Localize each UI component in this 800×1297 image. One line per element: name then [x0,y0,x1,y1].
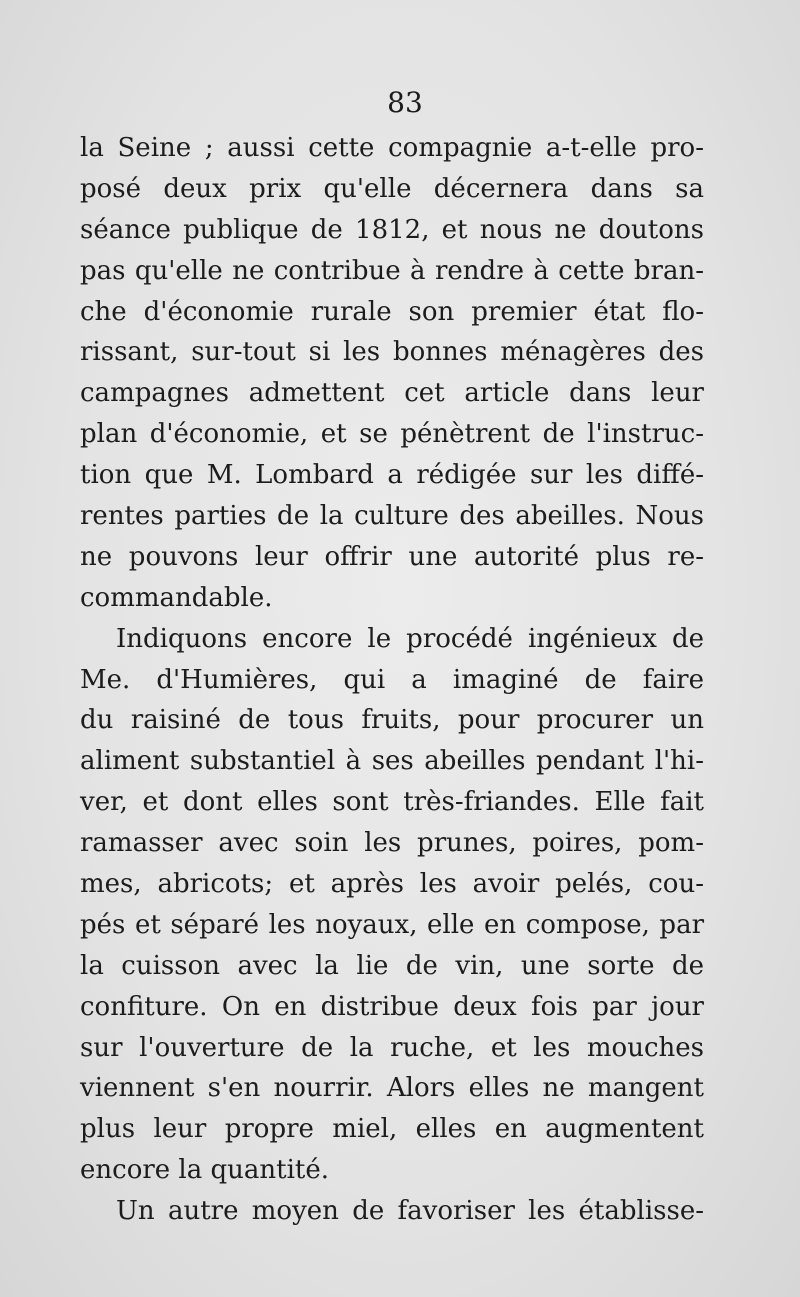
text-line: pas qu'elle ne contribue à rendre à cette bran- [80,255,704,286]
text-line: plus leur propre miel, elles en augmentent [80,1114,704,1145]
text-line: mes, abricots; et après les avoir pelés, cou- [80,869,704,900]
text-line: sur l'ouverture de la ruche, et les mouches [80,1032,704,1063]
text-line: tion que M. Lombard a rédigée sur les diffé- [80,460,704,491]
text-line: Un autre moyen de favoriser les établisse- [116,1196,704,1227]
text-line: ver, et dont elles sont très-friandes. Elle fait [80,787,704,818]
text-line: posé deux prix qu'elle décernera dans sa [80,173,704,204]
text-line: confiture. On en distribue deux fois par jour [80,991,704,1022]
page-number: 83 [387,86,423,119]
text-line: ne pouvons leur offrir une autorité plus re- [80,541,704,572]
text-line: séance publique de 1812, et nous ne doutons [80,214,704,245]
text-line: Me. d'Humières, qui a imaginé de faire [80,664,704,695]
text-line: Indiquons encore le procédé ingénieux de [116,623,704,654]
text-line: ramasser avec soin les prunes, poires, pom- [80,828,704,859]
text-line: rentes parties de la culture des abeilles. Nous [80,501,704,532]
text-line: du raisiné de tous fruits, pour procurer un [80,705,704,736]
body-text [80,128,704,1232]
text-line: campagnes admettent cet article dans leur [80,378,704,409]
text-line: che d'économie rurale son premier état flo- [80,296,704,327]
text-line: la cuisson avec la lie de vin, une sorte de [80,950,704,981]
text-line: la Seine ; aussi cette compagnie a-t-elle pro- [80,133,704,163]
text-line: aliment substantiel à ses abeilles pendant l'hi- [80,746,704,777]
text-line: rissant, sur-tout si les bonnes ménagères des [80,337,704,368]
text-line: viennent s'en nourrir. Alors elles ne mangent [80,1073,704,1104]
text-line: encore la quantité. [80,1155,330,1186]
text-line: pés et séparé les noyaux, elle en compose, par [80,909,704,940]
text-line: commandable. [80,582,273,613]
text-line: plan d'économie, et se pénètrent de l'instruc- [80,419,704,450]
